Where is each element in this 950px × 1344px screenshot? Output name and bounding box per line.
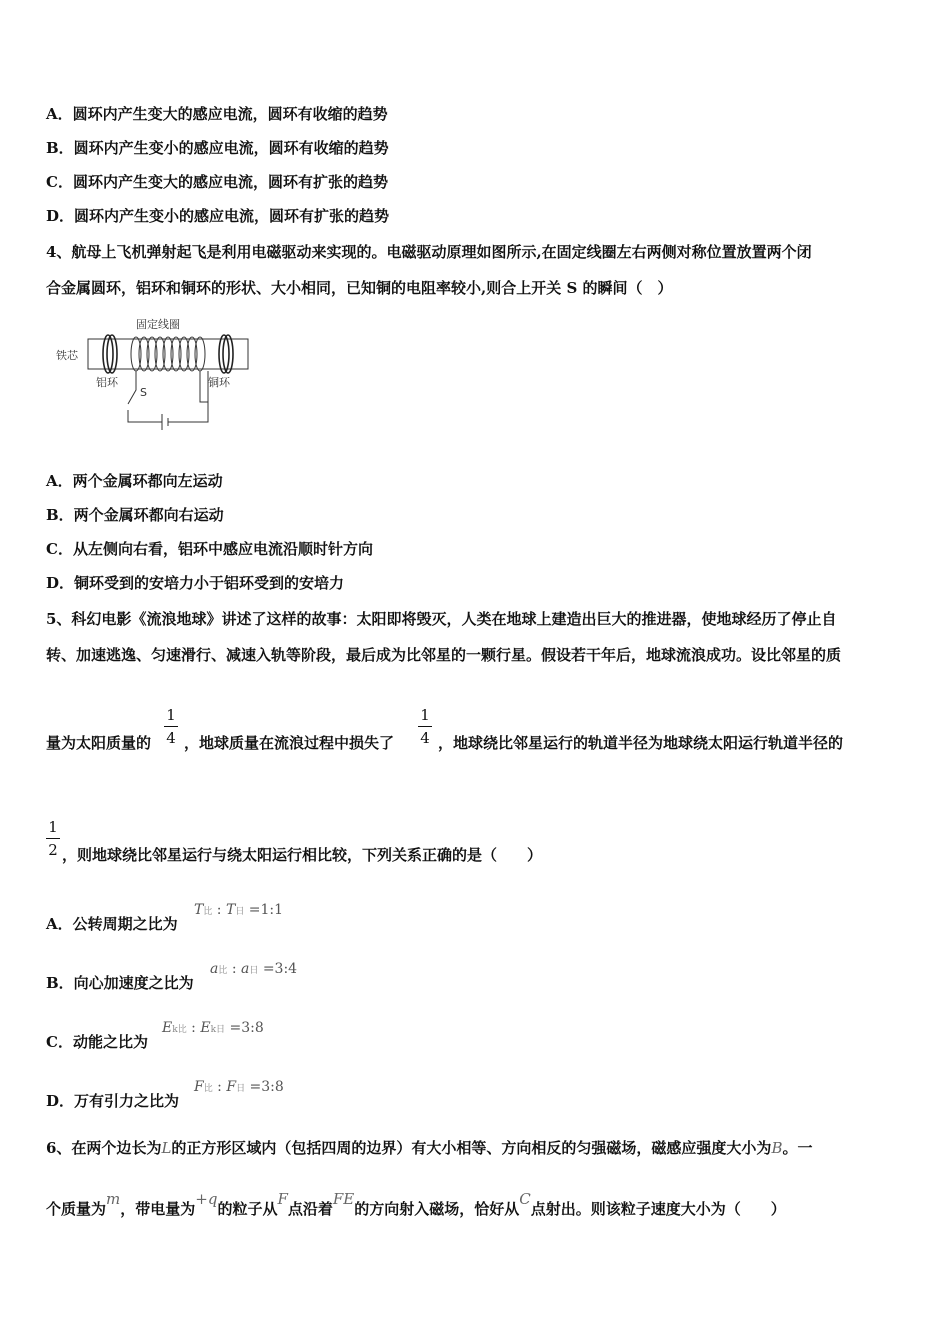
q4-stem-line1: 4、航母上飞机弹射起飞是利用电磁驱动来实现的。电磁驱动原理如图所示,在固定线圈左右两侧对称位置放置两个闭 <box>46 243 812 261</box>
q5-stem-line3c: ，地球绕比邻星运行的轨道半径为地球绕太阳运行轨道半径的 <box>438 734 844 752</box>
label-cu: 铜环 <box>208 376 230 389</box>
q3-option-c: C．圆环内产生变大的感应电流，圆环有扩张的趋势 <box>46 173 388 191</box>
aluminum-ring <box>103 335 117 373</box>
q5-fraction-1: 1 4 <box>164 706 178 747</box>
q4-option-d: D．铜环受到的安培力小于铝环受到的安培力 <box>46 574 345 592</box>
q5-stem-line3b: ，地球质量在流浪过程中损失了 <box>184 734 395 752</box>
coil <box>131 337 205 371</box>
q3-option-d: D．圆环内产生变小的感应电流，圆环有扩张的趋势 <box>46 207 390 225</box>
q4-option-b: B．两个金属环都向右运动 <box>46 506 224 524</box>
q5-stem-line1: 5、科幻电影《流浪地球》讲述了这样的故事：太阳即将毁灭，人类在地球上建造出巨大的推进器，使地球经历了停止自 <box>46 610 837 628</box>
copper-ring <box>219 335 233 373</box>
label-coil: 固定线圈 <box>136 318 180 331</box>
q5-option-a-label: A．公转周期之比为 <box>46 915 178 933</box>
q5-option-b-formula: a比 : a日 =3:4 <box>210 961 298 977</box>
q3-option-a: A．圆环内产生变大的感应电流，圆环有收缩的趋势 <box>46 105 388 123</box>
q5-stem-line4: ，则地球绕比邻星运行与绕太阳运行相比较，下列关系正确的是（ ） <box>62 846 543 864</box>
q5-option-d-label: D．万有引力之比为 <box>46 1092 180 1110</box>
label-al: 铝环 <box>96 376 118 389</box>
q5-option-a-formula: T比 : T日 =1:1 <box>194 902 284 918</box>
circuit <box>128 371 208 430</box>
q5-option-b-label: B．向心加速度之比为 <box>46 974 194 992</box>
q3-option-b: B．圆环内产生变小的感应电流，圆环有收缩的趋势 <box>46 139 389 157</box>
q6-stem-line2: 个质量为m，带电量为+q的粒子从F点沿着FE的方向射入磁场，恰好从C点射出。则该粒子速度大小为（ ） <box>46 1190 786 1218</box>
label-core: 铁芯 <box>56 349 78 362</box>
q5-fraction-3: 1 2 <box>46 818 60 859</box>
q4-stem-line2: 合金属圆环，铝环和铜环的形状、大小相同，已知铜的电阻率较小,则合上开关 S 的瞬间（ ） <box>46 279 673 297</box>
q5-stem-line2: 转、加速逃逸、匀速滑行、减速入轨等阶段，最后成为比邻星的一颗行星。假设若干年后，地球流浪成功。设比邻星的质 <box>46 646 842 664</box>
q5-fraction-2: 1 4 <box>418 706 432 747</box>
label-switch: S <box>140 386 147 399</box>
q5-option-c-formula: Ek比 : Ek日 =3:8 <box>162 1020 264 1036</box>
q4-option-a: A．两个金属环都向左运动 <box>46 472 223 490</box>
q4-figure <box>52 312 252 430</box>
q6-stem-line1: 6、在两个边长为L的正方形区域内（包括四周的边界）有大小相等、方向相反的匀强磁场，磁感应强度大小为B。一 <box>46 1139 813 1157</box>
q4-option-c: C．从左侧向右看，铝环中感应电流沿顺时针方向 <box>46 540 373 558</box>
q5-option-c-label: C．动能之比为 <box>46 1033 148 1051</box>
q5-stem-line3a: 量为太阳质量的 <box>46 734 152 752</box>
q5-option-d-formula: F比 : F日 =3:8 <box>194 1079 284 1095</box>
